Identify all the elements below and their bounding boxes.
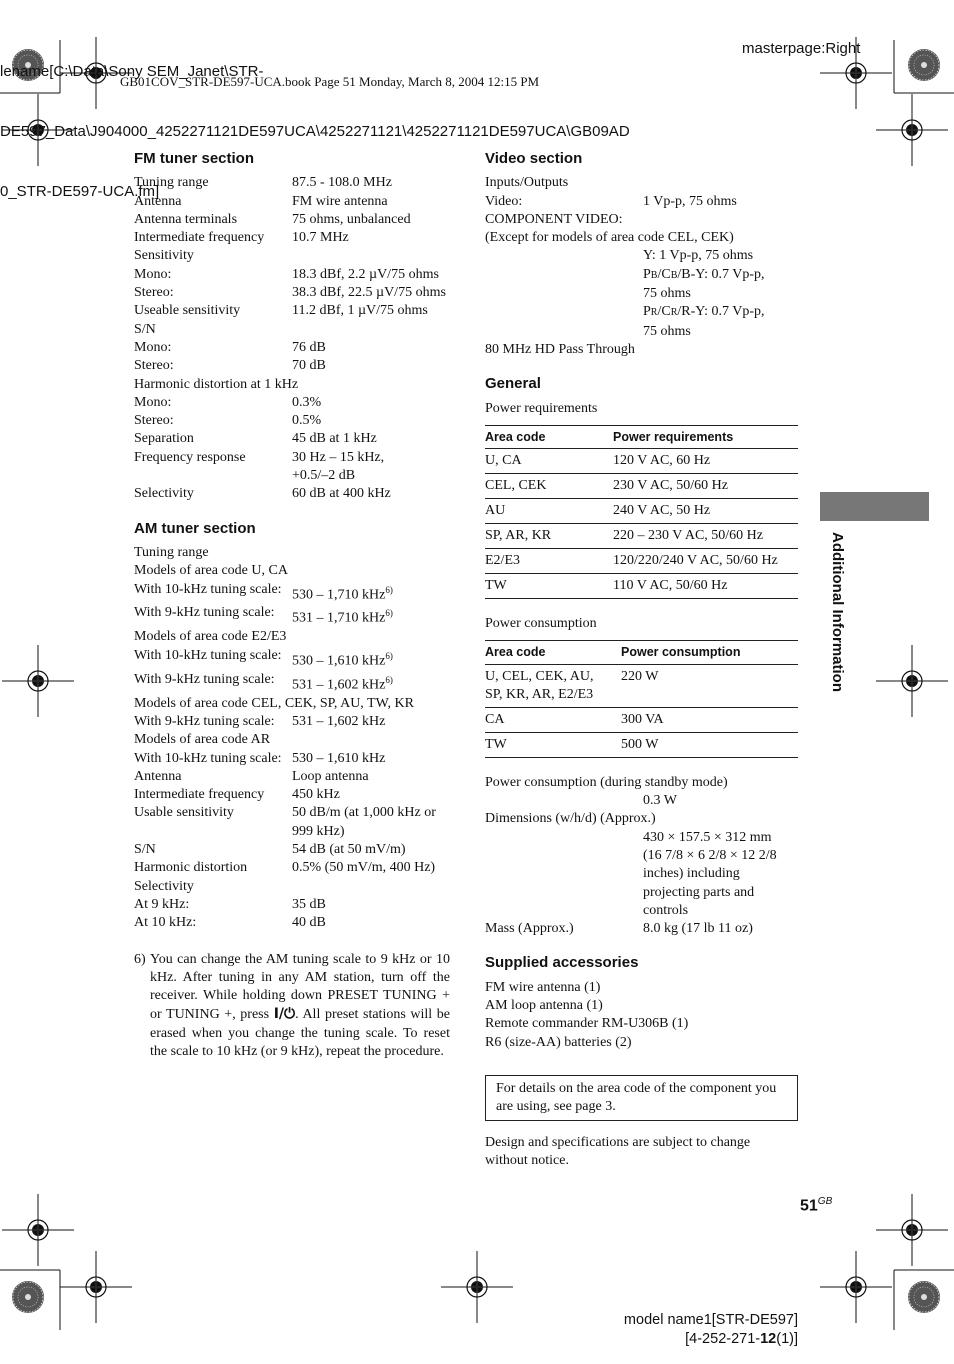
part-number-a: [4-252-271- [685,1331,761,1347]
spec-value [292,914,450,932]
spec-label: Stereo: [134,413,174,429]
spec-label: S/N [134,842,156,858]
spec-label: Mono: [134,394,172,410]
spec-row [134,376,450,394]
spec-row [134,914,450,932]
spec-label: Models of area code CEL, CEK, SP, AU, TW, KR [134,695,414,711]
spec-label: At 9 kHz: [134,896,190,912]
spec-label: With 9-kHz tuning scale: [134,671,275,687]
spec-label: Intermediate frequency [134,787,265,803]
footnote-ref: 6) [385,674,393,685]
footnote-text [150,951,450,1062]
spec-row [134,804,450,822]
spec-value: 0.3% [292,394,322,410]
spec-label: Separation [134,431,194,447]
spec-label: Harmonic distortion [134,860,248,876]
spec-row [134,604,450,628]
table-cell-area: E2/E3 [485,549,613,574]
spec-value [292,671,450,695]
right-column [485,150,801,1171]
component-pb-ohms: 75 ohms [643,286,691,302]
spec-value: 30 Hz – 15 kHz, [292,449,385,465]
spec-label: Mono: [134,266,172,282]
accessory-item: R6 (size-AA) batteries (2) [485,1034,632,1050]
file-path-line-2: DE597_Data\J904000_4252271121DE597UCA\4252271121\4252271121DE597UCA\GB09AD [0,123,630,140]
spec-value: 60 dB at 400 kHz [292,486,391,502]
pb-rest: /B-Y: 0.7 Vp-p, [677,266,765,282]
disclaimer: Design and specifications are subject to change without notice. [485,1134,751,1169]
spec-label: Models of area code U, CA [134,563,288,579]
power-consumption-label: Power consumption [485,616,597,632]
video-row [485,193,801,211]
footnote-ref: 6) [385,650,393,661]
side-tab-text: Additional Information [829,532,846,692]
spec-row [134,266,450,284]
spec-label: Models of area code AR [134,732,271,748]
book-info-line: GB01COV_STR-DE597-UCA.book Page 51 Monday, March 8, 2004 12:15 PM [120,74,540,89]
spec-row [134,581,450,605]
spec-label: Harmonic distortion at 1 kHz [134,376,299,392]
table-cell-area: AU [485,499,613,524]
spec-label: Selectivity [134,486,194,502]
page-number [800,1196,832,1215]
video-section-title: Video section [485,150,583,167]
table-row [485,664,798,707]
spec-value: 10.7 MHz [292,230,349,246]
side-tab-bar [820,492,929,521]
component-pr [485,303,801,322]
general-section-title: General [485,375,541,393]
spec-value-text: 0.5% (50 mV/m, 400 Hz) [292,860,436,876]
standby-value: 0.3 W [643,793,677,809]
spec-label: Tuning range [134,175,209,191]
spec-label: With 9-kHz tuning scale: [134,605,275,621]
model-footer [600,1311,798,1349]
pb-p: P [643,266,651,282]
spec-label: Antenna [134,193,182,209]
spec-label: Useable sensitivity [134,303,241,319]
spec-label: Tuning range [134,544,209,560]
spec-value [292,786,450,804]
page-suffix: GB [817,1196,833,1207]
spec-label: At 10 kHz: [134,915,197,931]
spec-value-text: 450 kHz [292,787,340,803]
table-cell-value: 220 – 230 V AC, 50/60 Hz [613,524,798,549]
footnote-text-b: . All preset stations will be erased when you change the tuning scale. To reset the scale to 10 kHz (or 9 kHz), repeat the procedure. [150,1007,450,1059]
spec-row [134,229,450,247]
pr-c: /C [657,304,671,320]
mass-value: 8.0 kg (17 lb 11 oz) [643,921,753,937]
spec-value [292,768,450,786]
spec-row [134,284,450,302]
table-header: Area code [485,425,613,448]
spec-row [134,628,450,646]
spec-value [374,376,450,394]
accessory-item: Remote commander RM-U306B (1) [485,1016,689,1032]
spec-label: Models of area code E2/E3 [134,629,287,645]
table-cell-area: TW [485,574,613,599]
table-header: Area code [485,641,621,664]
file-path-line-1: lename[C:\Data\Sony SEM_Janet\STR- [0,63,264,80]
spec-row [134,430,450,448]
mass-row [485,920,801,938]
am-section-title: AM tuner section [134,519,256,537]
pr-c-sub: R [670,307,678,319]
spec-row [134,339,450,357]
spec-value-text: 531 – 1,602 kHz [292,677,386,693]
spec-row [134,768,450,786]
spec-value-text: 50 dB/m (at 1,000 kHz or [292,805,436,821]
spec-row [134,878,450,896]
table-cell-value: 500 W [621,732,798,757]
dimensions-label: Dimensions (w/h/d) (Approx.) [485,811,656,827]
spec-row [134,731,450,749]
accessory-item: FM wire antenna (1) [485,979,601,995]
page-number-value: 51 [800,1197,818,1215]
accessories-section-title: Supplied accessories [485,954,639,972]
spec-value [292,859,450,877]
table-row [485,574,798,599]
spec-label: Stereo: [134,285,174,301]
table-cell-value: 220 W [621,664,798,707]
spec-row [134,321,450,339]
model-name-line: model name1[STR-DE597] [623,1312,798,1328]
spec-label: Selectivity [134,878,194,894]
power-requirements-table [485,425,798,599]
table-header: Power requirements [613,425,798,448]
table-cell-value: 120 V AC, 60 Hz [613,449,798,474]
video-label: Video: [485,193,523,209]
pb-c-sub: B [670,269,678,281]
table-cell-area: TW [485,732,621,757]
spec-value-text: 40 dB [292,915,326,931]
spec-label: Mono: [134,339,172,355]
pr-rest: /R-Y: 0.7 Vp-p, [677,304,765,320]
spec-label [134,823,292,841]
area-code-note: For details on the area code of the component you are using, see page 3. [485,1075,798,1121]
spec-value-text: 54 dB (at 50 mV/m) [292,842,406,858]
left-column [134,150,450,1061]
part-number-line [600,1330,798,1349]
spec-value: 0.5% [292,413,322,429]
table-cell-value: 240 V AC, 50 Hz [613,499,798,524]
spec-value [292,321,450,339]
spec-value: +0.5/–2 dB [292,468,356,484]
am-spec-list [134,544,450,933]
spec-label: With 10-kHz tuning scale: [134,647,282,663]
table-cell-area: SP, AR, KR [485,524,613,549]
spec-value-text: 35 dB [292,896,326,912]
table-row [485,549,798,574]
spec-value [292,841,450,859]
spec-label: Antenna [134,768,182,784]
table-row [485,707,798,732]
spec-row [134,357,450,375]
pr-p: P [643,304,651,320]
spec-value: 75 ohms, unbalanced [292,211,411,227]
footnote-ref: 6) [385,608,393,619]
table-cell-value: 110 V AC, 50/60 Hz [613,574,798,599]
mass-label: Mass (Approx.) [485,921,574,937]
spec-label: Antenna terminals [134,211,238,227]
table-cell-area: U, CEL, CEK, AU, SP, KR, AR, E2/E3 [485,664,621,707]
part-number-bold: 12 [760,1331,777,1347]
accessory-item: AM loop antenna (1) [485,998,603,1014]
dimensions-value: 430 × 157.5 × 312 mm (16 7/8 × 6 2/8 × 12 2/8 inches) including projecting parts and controls [643,829,777,918]
spec-label: Sensitivity [134,248,194,264]
spec-row [134,647,450,671]
table-row [485,524,798,549]
footnote-number: 6) [134,951,146,967]
video-value: 1 Vp-p, 75 ohms [643,193,737,209]
spec-value [292,823,450,841]
spec-value [292,713,450,731]
component-pb [485,266,801,285]
spec-value: 11.2 dBf, 1 µV/75 ohms [292,303,428,319]
spec-value [292,750,450,768]
spec-row [134,247,450,265]
spec-row [134,211,450,229]
table-row [485,449,798,474]
hd-pass-through: 80 MHz HD Pass Through [485,341,635,357]
spec-row [134,485,450,503]
spec-value-text: 531 – 1,710 kHz [292,611,386,627]
pr-sub: R [650,307,658,319]
footnote-text-a: You can change the AM tuning scale to 9 kHz or 10 kHz. After tuning in any AM station, turn off the receiver. While holding down PRESET TUNING + or TUNING +, press [150,951,450,1023]
power-requirements-label: Power requirements [485,400,598,416]
spec-row [134,544,450,562]
spec-value: FM wire antenna [292,193,388,209]
spec-row [134,394,450,412]
spec-row [134,750,450,768]
spec-value [292,247,450,265]
spec-row [134,786,450,804]
spec-row [134,859,450,877]
spec-row [134,562,450,580]
spec-row [134,193,450,211]
standby-label: Power consumption (during standby mode) [485,774,728,790]
table-row [485,499,798,524]
footnote [134,951,450,1062]
spec-value-text: 530 – 1,610 kHz [292,653,386,669]
table-cell-area: CA [485,707,621,732]
table-cell-value: 120/220/240 V AC, 50/60 Hz [613,549,798,574]
video-inputs-outputs: Inputs/Outputs [485,175,569,191]
file-path-line-3: 0_STR-DE597-UCA.fm] [0,183,160,200]
spec-label: With 10-kHz tuning scale: [134,750,282,766]
spec-value [292,647,450,671]
spec-label: Usable sensitivity [134,805,234,821]
spec-value: 87.5 - 108.0 MHz [292,175,392,191]
spec-label: With 10-kHz tuning scale: [134,581,282,597]
spec-label: S/N [134,321,156,337]
spec-row [134,823,450,841]
spec-row [134,713,450,731]
spec-row [134,671,450,695]
part-number-c: (1)] [776,1331,798,1347]
fm-section-title: FM tuner section [134,150,255,167]
spec-value-text: 530 – 1,610 kHz [292,750,386,766]
spec-row [134,695,450,713]
spec-label: Frequency response [134,449,246,465]
spec-label: Intermediate frequency [134,230,265,246]
spec-row [134,896,450,914]
spec-label: With 9-kHz tuning scale: [134,713,275,729]
spec-row [134,467,450,485]
side-tab-label [828,532,850,722]
spec-value: 45 dB at 1 kHz [292,431,377,447]
table-header: Power consumption [621,641,798,664]
table-cell-area: CEL, CEK [485,474,613,499]
footnote-ref: 6) [385,584,393,595]
spec-value-text: 530 – 1,710 kHz [292,587,386,603]
component-video-except: (Except for models of area code CEL, CEK) [485,230,734,246]
spec-value-text: Loop antenna [292,768,369,784]
spec-row [134,449,450,467]
table-cell-value: 300 VA [621,707,798,732]
pb-sub: B [650,269,658,281]
table-row [485,474,798,499]
spec-value: 70 dB [292,358,326,374]
spec-value [292,896,450,914]
spec-row [134,412,450,430]
spec-value-text: 531 – 1,602 kHz [292,713,386,729]
power-consumption-table [485,640,798,757]
component-pr-ohms: 75 ohms [643,323,691,339]
spec-value [292,804,450,822]
spec-label [134,467,292,485]
fm-spec-list [134,174,450,503]
component-video-label: COMPONENT VIDEO: [485,211,623,227]
table-row [485,732,798,757]
spec-value-text: 999 kHz) [292,823,345,839]
table-cell-area: U, CA [485,449,613,474]
power-symbol: I/⏻ [273,1006,296,1023]
masterpage-label: masterpage:Right [742,40,861,57]
spec-row [134,302,450,320]
spec-value [292,604,450,628]
spec-value: 76 dB [292,339,326,355]
spec-row [134,174,450,192]
spec-value [292,581,450,605]
spec-row [134,841,450,859]
component-y: Y: 1 Vp-p, 75 ohms [643,248,754,264]
spec-value: 38.3 dBf, 22.5 µV/75 ohms [292,285,446,301]
spec-label: Stereo: [134,358,174,374]
pb-c: /C [657,266,671,282]
spec-value: 18.3 dBf, 2.2 µV/75 ohms [292,266,439,282]
table-cell-value: 230 V AC, 50/60 Hz [613,474,798,499]
